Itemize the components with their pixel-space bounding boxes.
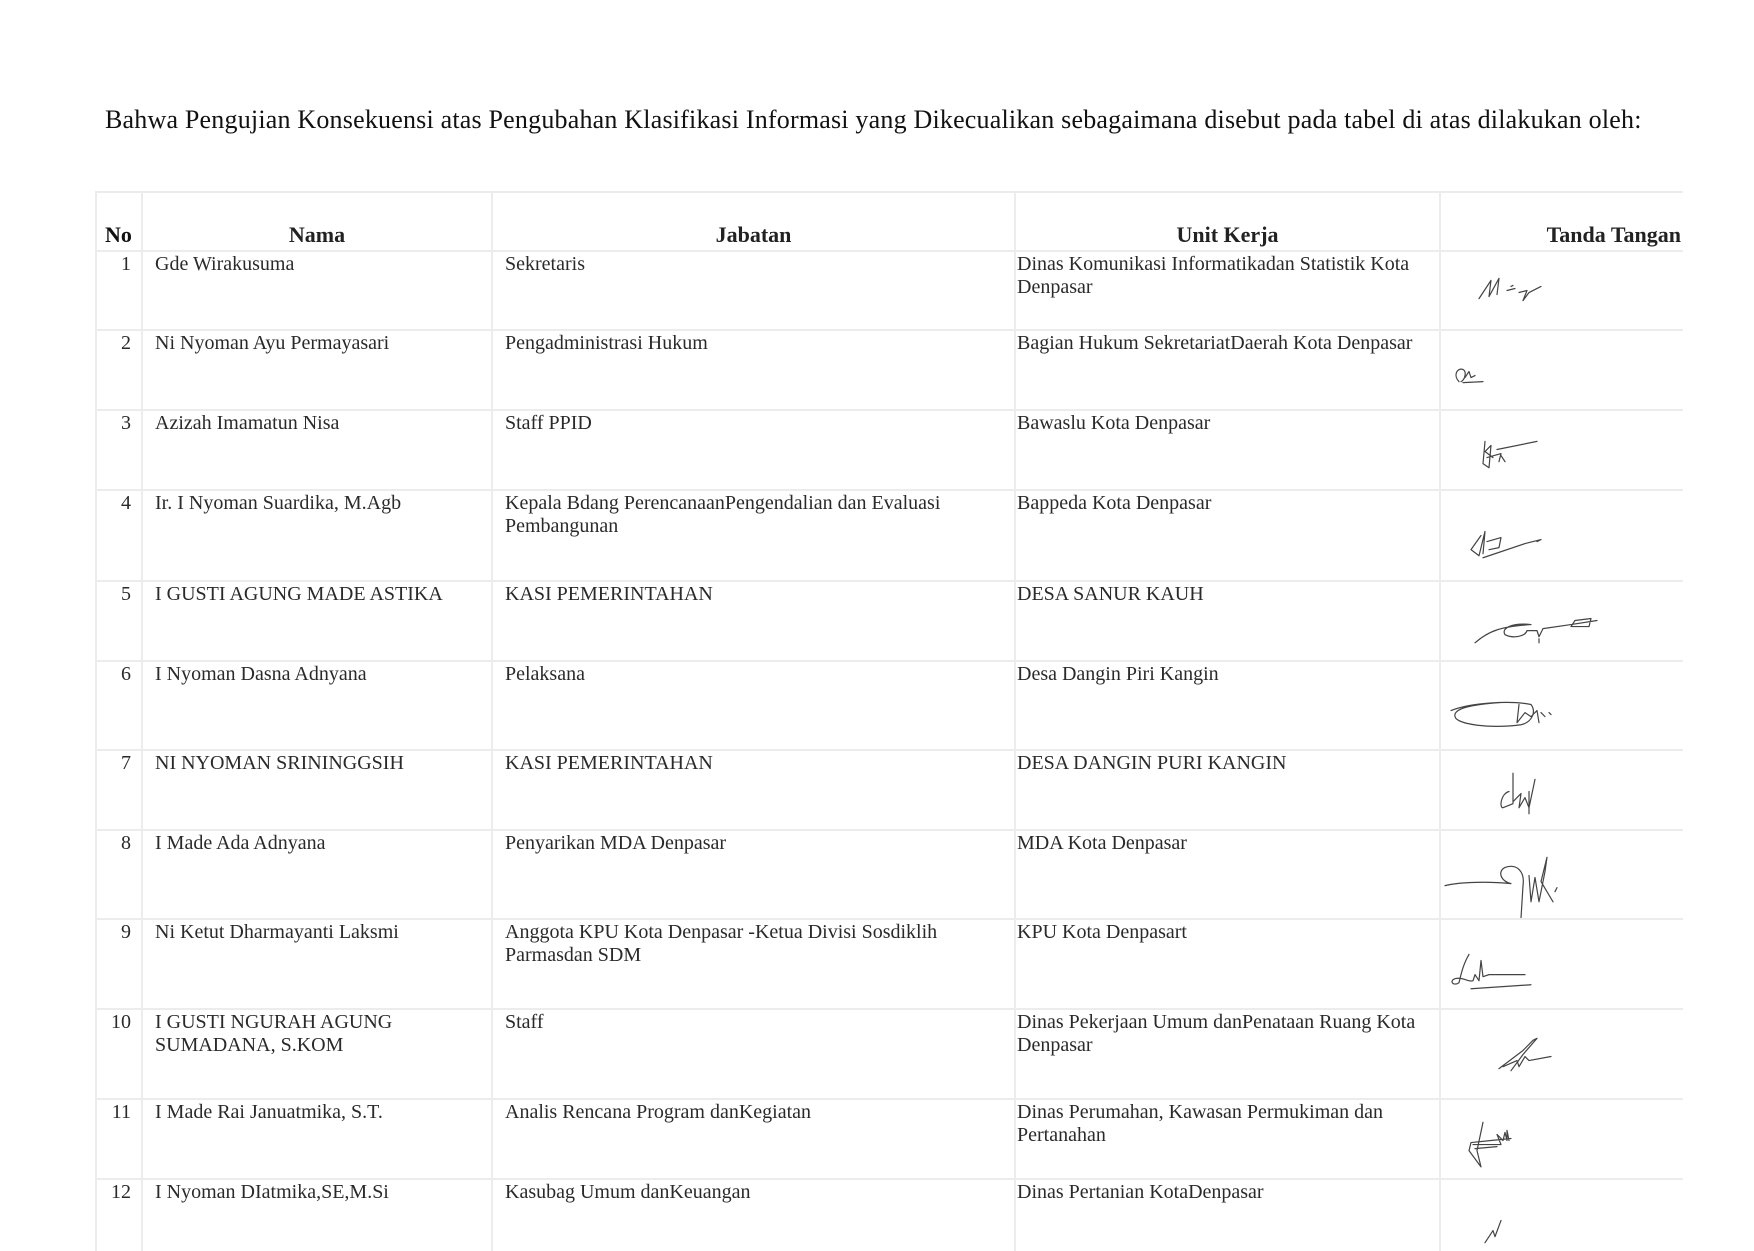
- row-nama: I Made Rai Januatmika, S.T.: [142, 1099, 492, 1179]
- row-nama: NI NYOMAN SRININGGSIH: [142, 750, 492, 830]
- row-jabatan: KASI PEMERINTAHAN: [492, 581, 1015, 661]
- row-unit-kerja: Dinas Pekerjaan Umum danPenataan Ruang Kota Denpasar: [1015, 1009, 1440, 1099]
- row-nama: I GUSTI NGURAH AGUNG SUMADANA, S.KOM: [142, 1009, 492, 1099]
- row-jabatan: Pelaksana: [492, 661, 1015, 750]
- row-unit-kerja: DESA DANGIN PURI KANGIN: [1015, 750, 1440, 830]
- table-row: [96, 330, 1683, 410]
- row-unit-kerja: Bagian Hukum SekretariatDaerah Kota Denpasar: [1015, 330, 1440, 410]
- table-row: [96, 251, 1683, 330]
- signatories-table: [95, 191, 1683, 1251]
- header-nama: Nama: [142, 192, 492, 251]
- row-nama: I Nyoman DIatmika,SE,M.Si: [142, 1179, 492, 1251]
- row-tanda-tangan: [1440, 1009, 1683, 1099]
- header-tanda-tangan: Tanda Tangan: [1440, 192, 1683, 251]
- table-row: [96, 750, 1683, 830]
- row-number: 6: [96, 661, 142, 750]
- table-row: [96, 661, 1683, 750]
- signatories-table-container: [95, 191, 1683, 1251]
- row-tanda-tangan: [1440, 830, 1683, 919]
- row-jabatan: Kepala Bdang PerencanaanPengendalian dan Evaluasi Pembangunan: [492, 490, 1015, 581]
- signature-image: [1441, 491, 1683, 580]
- table-row: [96, 410, 1683, 490]
- row-tanda-tangan: [1440, 919, 1683, 1009]
- signature-image: [1441, 1010, 1683, 1098]
- table-header-row: [96, 192, 1683, 251]
- signature-image: [1441, 1100, 1683, 1178]
- intro-paragraph: Bahwa Pengujian Konsekuensi atas Pengubahan Klasifikasi Informasi yang Dikecualikan sebagaimana disebut pada tabel di atas dilakukan oleh:: [105, 105, 1642, 134]
- row-unit-kerja: Bappeda Kota Denpasar: [1015, 490, 1440, 581]
- row-unit-kerja: Dinas Perumahan, Kawasan Permukiman dan Pertanahan: [1015, 1099, 1440, 1179]
- table-row: [96, 1009, 1683, 1099]
- row-nama: Ir. I Nyoman Suardika, M.Agb: [142, 490, 492, 581]
- row-nama: I Made Ada Adnyana: [142, 830, 492, 919]
- row-unit-kerja: KPU Kota Denpasart: [1015, 919, 1440, 1009]
- row-nama: I GUSTI AGUNG MADE ASTIKA: [142, 581, 492, 661]
- header-jabatan: Jabatan: [492, 192, 1015, 251]
- signature-image: [1441, 582, 1683, 660]
- row-jabatan: Staff PPID: [492, 410, 1015, 490]
- header-no: No: [96, 192, 142, 251]
- row-jabatan: Anggota KPU Kota Denpasar -Ketua Divisi Sosdiklih Parmasdan SDM: [492, 919, 1015, 1009]
- row-nama: I Nyoman Dasna Adnyana: [142, 661, 492, 750]
- row-tanda-tangan: [1440, 1179, 1683, 1251]
- row-unit-kerja: Bawaslu Kota Denpasar: [1015, 410, 1440, 490]
- row-jabatan: Kasubag Umum danKeuangan: [492, 1179, 1015, 1251]
- signature-image: [1441, 1180, 1683, 1251]
- row-tanda-tangan: [1440, 1099, 1683, 1179]
- row-jabatan: Penyarikan MDA Denpasar: [492, 830, 1015, 919]
- row-unit-kerja: Desa Dangin Piri Kangin: [1015, 661, 1440, 750]
- row-number: 11: [96, 1099, 142, 1179]
- header-unit-kerja: Unit Kerja: [1015, 192, 1440, 251]
- row-number: 8: [96, 830, 142, 919]
- row-unit-kerja: Dinas Komunikasi Informatikadan Statistik Kota Denpasar: [1015, 251, 1440, 330]
- row-number: 12: [96, 1179, 142, 1251]
- row-nama: Ni Nyoman Ayu Permayasari: [142, 330, 492, 410]
- signature-image: [1441, 831, 1683, 918]
- row-number: 3: [96, 410, 142, 490]
- row-number: 2: [96, 330, 142, 410]
- row-jabatan: KASI PEMERINTAHAN: [492, 750, 1015, 830]
- row-jabatan: Pengadministrasi Hukum: [492, 330, 1015, 410]
- table-row: [96, 919, 1683, 1009]
- row-number: 10: [96, 1009, 142, 1099]
- row-tanda-tangan: [1440, 330, 1683, 410]
- row-jabatan: Analis Rencana Program danKegiatan: [492, 1099, 1015, 1179]
- row-number: 5: [96, 581, 142, 661]
- table-row: [96, 1179, 1683, 1251]
- row-tanda-tangan: [1440, 490, 1683, 581]
- table-row: [96, 581, 1683, 661]
- signature-image: [1441, 411, 1683, 489]
- row-unit-kerja: MDA Kota Denpasar: [1015, 830, 1440, 919]
- table-row: [96, 1099, 1683, 1179]
- row-unit-kerja: Dinas Pertanian KotaDenpasar: [1015, 1179, 1440, 1251]
- row-tanda-tangan: [1440, 251, 1683, 330]
- row-tanda-tangan: [1440, 410, 1683, 490]
- row-jabatan: Sekretaris: [492, 251, 1015, 330]
- row-jabatan: Staff: [492, 1009, 1015, 1099]
- table-row: [96, 490, 1683, 581]
- row-number: 1: [96, 251, 142, 330]
- row-number: 4: [96, 490, 142, 581]
- signature-image: [1441, 920, 1683, 1008]
- row-tanda-tangan: [1440, 661, 1683, 750]
- signature-image: [1441, 331, 1683, 409]
- signature-image: [1441, 751, 1683, 829]
- row-nama: Gde Wirakusuma: [142, 251, 492, 330]
- row-nama: Azizah Imamatun Nisa: [142, 410, 492, 490]
- table-row: [96, 830, 1683, 919]
- row-number: 7: [96, 750, 142, 830]
- signature-image: [1441, 662, 1683, 749]
- row-nama: Ni Ketut Dharmayanti Laksmi: [142, 919, 492, 1009]
- row-unit-kerja: DESA SANUR KAUH: [1015, 581, 1440, 661]
- signature-image: [1441, 252, 1683, 329]
- row-number: 9: [96, 919, 142, 1009]
- row-tanda-tangan: [1440, 750, 1683, 830]
- row-tanda-tangan: [1440, 581, 1683, 661]
